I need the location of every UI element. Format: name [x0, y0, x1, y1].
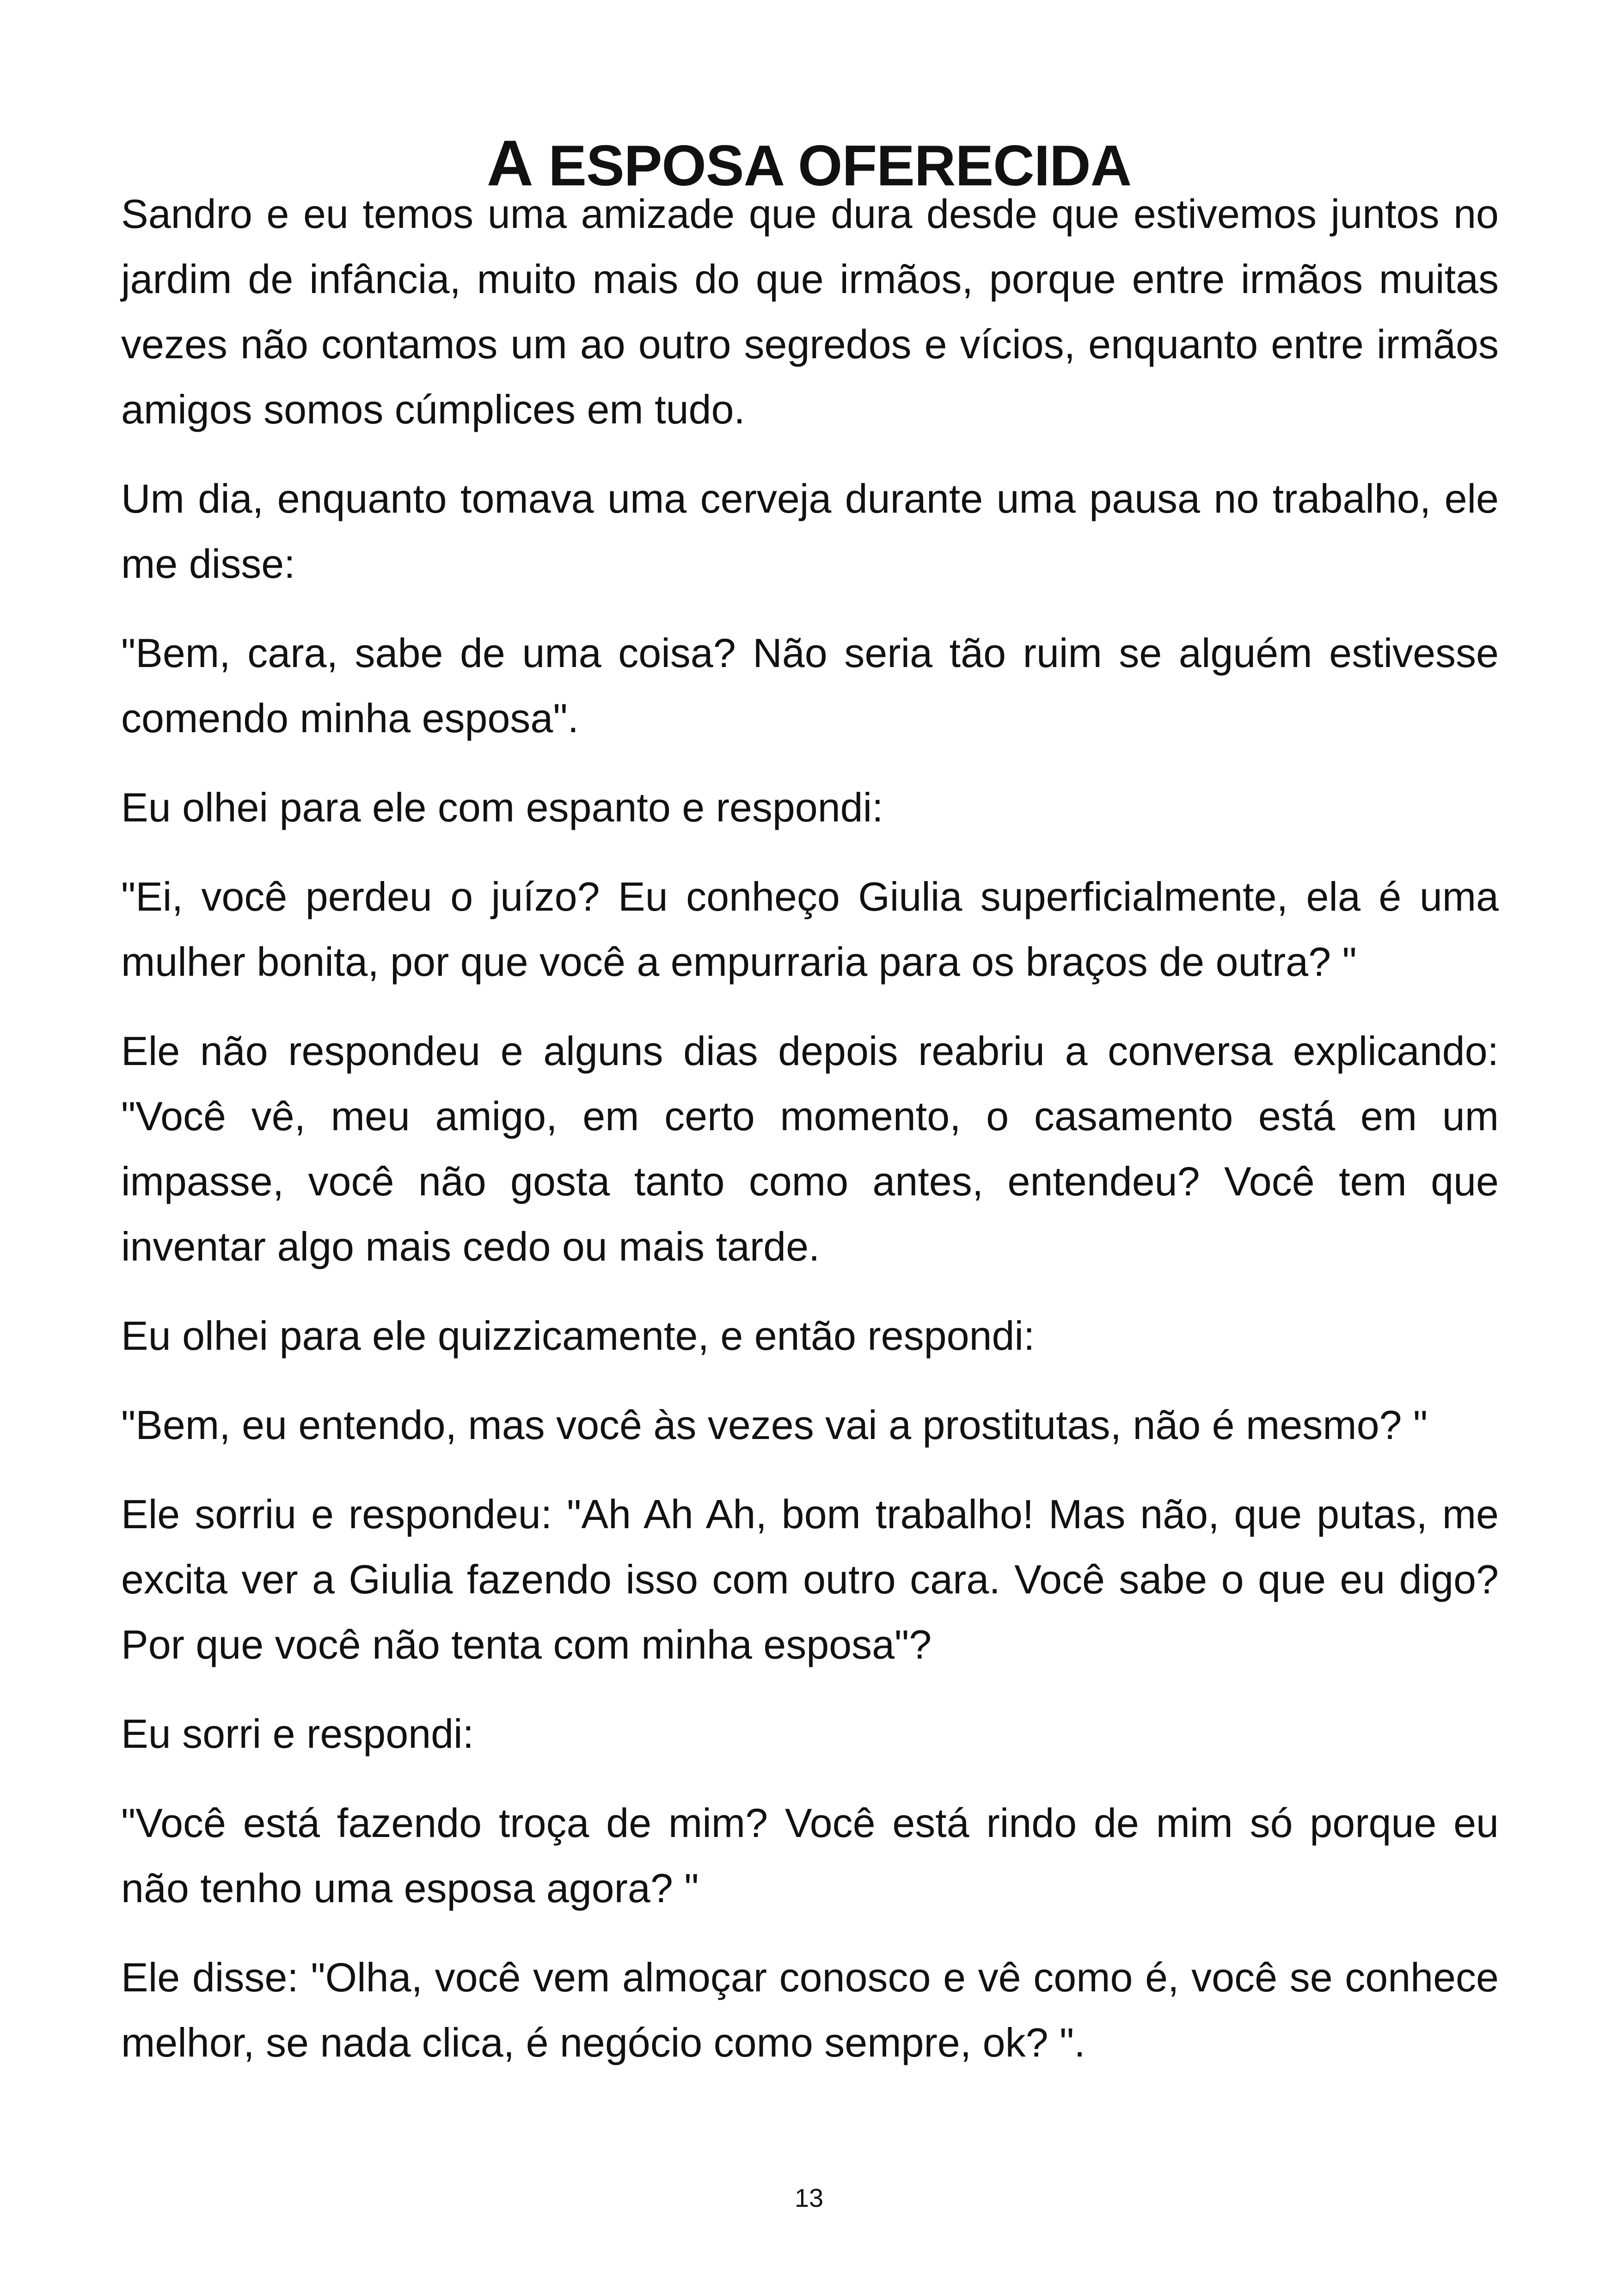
- paragraph: "Você está fazendo troça de mim? Você está rindo de mim só porque eu não tenho uma esposa agora? ": [121, 1800, 1499, 1911]
- paragraph: "Ei, você perdeu o juízo? Eu conheço Giulia superficialmente, ela é uma mulher bonita, por que você a empurraria para os braços de outra? ": [121, 874, 1499, 985]
- paragraph: Um dia, enquanto tomava uma cerveja durante uma pausa no trabalho, ele me disse:: [121, 476, 1499, 587]
- page-number: 13: [794, 2183, 824, 2212]
- paragraph: "Bem, eu entendo, mas você às vezes vai a prostitutas, não é mesmo? ": [121, 1402, 1428, 1448]
- paragraph: Eu olhei para ele com espanto e respondi:: [121, 784, 883, 830]
- chapter-title-rest: ESPOSA OFERECIDA: [533, 134, 1132, 198]
- body-text: [121, 181, 1499, 2099]
- paragraph: "Bem, cara, sabe de uma coisa? Não seria tão ruim se alguém estivesse comendo minha esposa".: [121, 630, 1499, 741]
- paragraph: Ele disse: "Olha, você vem almoçar conosco e vê como é, você se conhece melhor, se nada clica, é negócio como sempre, ok? ".: [121, 1954, 1499, 2065]
- paragraph: Ele não respondeu e alguns dias depois reabriu a conversa explicando: "Você vê, meu amigo, em certo momento, o casamento está em um impasse, você não gosta tanto como antes, entendeu? Você tem que inventar algo mais cedo ou mais tarde.: [121, 1028, 1499, 1269]
- paragraph: Sandro e eu temos uma amizade que dura desde que estivemos juntos no jardim de infância, muito mais do que irmãos, porque entre irmãos muitas vezes não contamos um ao outro segredos e vícios, enquanto entre irmãos amigos somos cúmplices em tudo.: [121, 191, 1499, 432]
- chapter-title-initial: A: [486, 127, 533, 200]
- paragraph: Eu olhei para ele quizzicamente, e então respondi:: [121, 1313, 1035, 1359]
- paragraph: Eu sorri e respondi:: [121, 1711, 474, 1757]
- paragraph: Ele sorriu e respondeu: "Ah Ah Ah, bom trabalho! Mas não, que putas, me excita ver a Giulia fazendo isso com outro cara. Você sabe o que eu digo? Por que você não tenta com minha esposa"?: [121, 1491, 1499, 1667]
